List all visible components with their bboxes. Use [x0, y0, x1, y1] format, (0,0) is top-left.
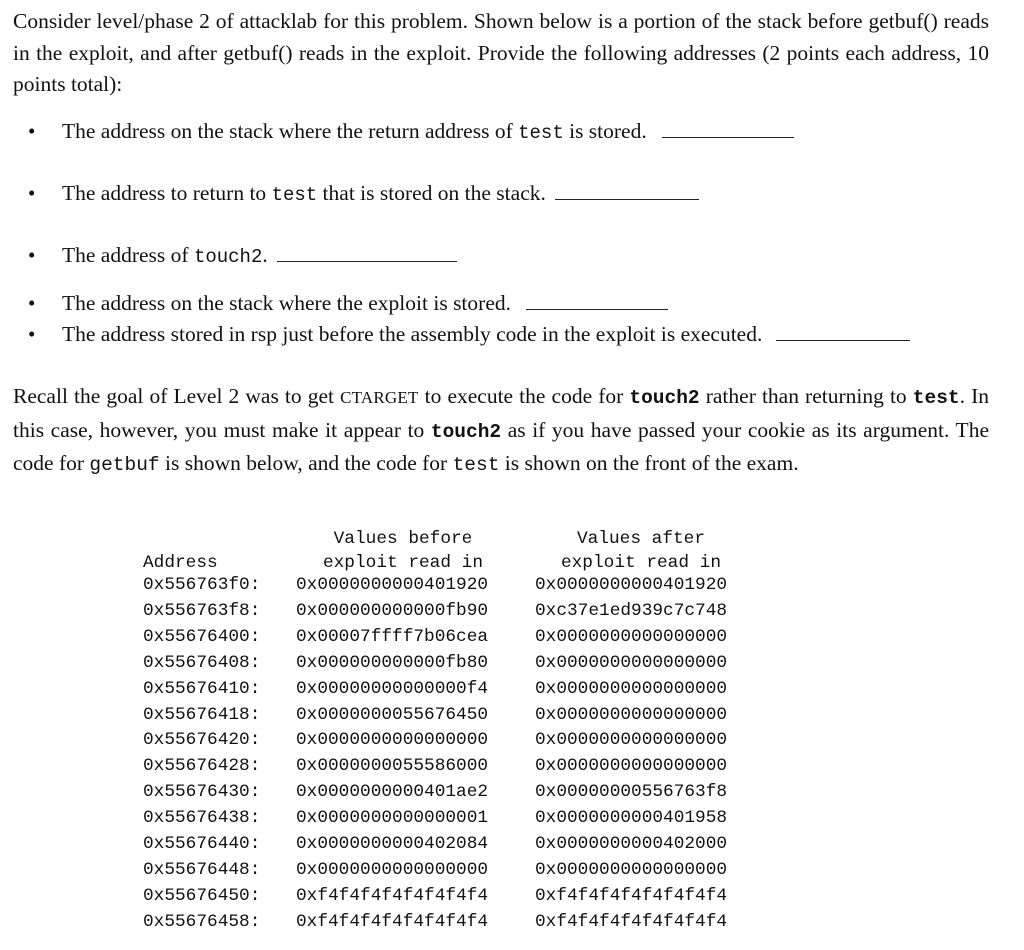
- code-getbuf: getbuf: [89, 454, 160, 476]
- code-test: test: [271, 184, 318, 206]
- code-touch2: touch2: [430, 420, 502, 443]
- value-after-cell: 0x0000000000000000: [535, 626, 728, 647]
- value-before-cell: 0x0000000000000001: [296, 808, 489, 829]
- recall-paragraph: [13, 381, 989, 482]
- recall-text: is shown below, and the code for: [159, 451, 453, 475]
- question-text: The address on the stack where the exploit is stored.: [62, 291, 511, 315]
- value-after-cell: 0x0000000000401920: [535, 575, 728, 595]
- bullet-dot: •: [28, 181, 36, 205]
- code-touch2: touch2: [629, 387, 700, 409]
- value-after-cell: 0x0000000000000000: [535, 678, 728, 699]
- answer-blank[interactable]: [277, 241, 457, 262]
- question-text: The address stored in rsp just before the assembly code in the exploit is executed.: [62, 322, 763, 346]
- answer-blank[interactable]: [526, 289, 668, 310]
- question-text: The address of: [62, 243, 194, 267]
- bullet-dot: •: [28, 119, 36, 143]
- value-before-cell: 0x0000000000401ae2: [296, 782, 489, 803]
- value-before-cell: 0x000000000000fb80: [296, 652, 489, 673]
- address-cell: 0x55676450:: [143, 885, 261, 906]
- recall-text: rather than returning to: [699, 384, 913, 408]
- bullet-dot: •: [28, 322, 36, 346]
- answer-blank[interactable]: [776, 320, 910, 341]
- question-text: The address on the stack where the return address of: [62, 119, 519, 143]
- question-text-end: is stored.: [563, 119, 647, 143]
- bullet-dot: •: [28, 243, 36, 267]
- value-before-cell: 0x0000000000402084: [296, 834, 489, 854]
- value-before-cell: 0x0000000000000000: [296, 859, 489, 880]
- answer-blank[interactable]: [555, 179, 699, 200]
- value-before-cell: 0x00007ffff7b06cea: [296, 626, 489, 647]
- code-test: test: [518, 122, 564, 144]
- value-after-cell: 0x0000000000000000: [535, 730, 728, 751]
- address-cell: 0x55676458:: [143, 911, 261, 932]
- code-touch2: touch2: [193, 246, 263, 268]
- ctarget-name: CTARGET: [340, 388, 419, 407]
- header-before-line1: Values before: [333, 529, 473, 549]
- recall-text: Recall the goal of Level 2 was to get: [13, 384, 341, 408]
- value-before-cell: 0x0000000055586000: [296, 756, 489, 777]
- address-cell: 0x55676420:: [143, 730, 261, 751]
- question-text-end: that is stored on the stack.: [317, 181, 546, 205]
- value-after-cell: 0x0000000000000000: [535, 859, 728, 880]
- value-after-cell: 0xf4f4f4f4f4f4f4f4: [535, 911, 728, 932]
- value-after-cell: 0x0000000000000000: [535, 704, 728, 725]
- value-after-cell: 0xf4f4f4f4f4f4f4f4: [535, 885, 728, 906]
- header-after-line2: exploit read in: [560, 553, 722, 573]
- recall-text: . In this case, however, you must make it appear to: [13, 384, 989, 442]
- problem-intro: Consider level/phase 2 of attacklab for this problem. Shown below is a portion of the stack before getbuf() reads in the exploit, and after getbuf() reads in the exploit. Provide the following addresses (2 points each address, 10 points total):: [13, 9, 989, 96]
- value-after-cell: 0x0000000000000000: [535, 652, 728, 673]
- header-before-line2: exploit read in: [322, 553, 484, 573]
- recall-text: as if you have passed your cookie as its argument. The code for: [13, 417, 989, 475]
- address-cell: 0x55676400:: [143, 626, 261, 647]
- value-after-cell: 0x0000000000402000: [535, 834, 728, 854]
- address-cell: 0x556763f8:: [143, 600, 261, 621]
- value-after-cell: 0xc37e1ed939c7c748: [535, 600, 728, 621]
- value-before-cell: 0xf4f4f4f4f4f4f4f4: [296, 885, 489, 906]
- value-before-cell: 0x0000000000401920: [296, 575, 489, 595]
- address-cell: 0x55676428:: [143, 756, 261, 777]
- value-after-cell: 0x0000000000000000: [535, 756, 728, 777]
- code-test: test: [452, 454, 500, 476]
- bullet-dot: •: [28, 291, 36, 315]
- value-before-cell: 0xf4f4f4f4f4f4f4f4: [296, 911, 489, 932]
- address-cell: 0x556763f0:: [143, 575, 261, 595]
- header-address: Address: [143, 553, 218, 573]
- recall-text: is shown on the front of the exam.: [499, 451, 799, 475]
- address-cell: 0x55676440:: [143, 834, 261, 854]
- recall-text: to execute the code for: [418, 384, 630, 408]
- header-after-line1: Values after: [576, 529, 706, 549]
- question-text: The address to return to: [62, 181, 272, 205]
- value-before-cell: 0x000000000000fb90: [296, 600, 489, 621]
- answer-blank[interactable]: [662, 117, 794, 138]
- value-before-cell: 0x0000000000000000: [296, 730, 489, 751]
- code-test: test: [912, 387, 960, 409]
- value-before-cell: 0x0000000055676450: [296, 704, 489, 725]
- address-cell: 0x55676410:: [143, 678, 261, 699]
- value-before-cell: 0x00000000000000f4: [296, 678, 489, 699]
- value-after-cell: 0x0000000000401958: [535, 808, 728, 829]
- address-cell: 0x55676438:: [143, 808, 261, 829]
- value-after-cell: 0x00000000556763f8: [535, 782, 728, 803]
- address-cell: 0x55676418:: [143, 704, 261, 725]
- question-text-end: .: [262, 243, 268, 267]
- address-cell: 0x55676408:: [143, 652, 261, 673]
- address-cell: 0x55676448:: [143, 859, 261, 880]
- address-cell: 0x55676430:: [143, 782, 261, 803]
